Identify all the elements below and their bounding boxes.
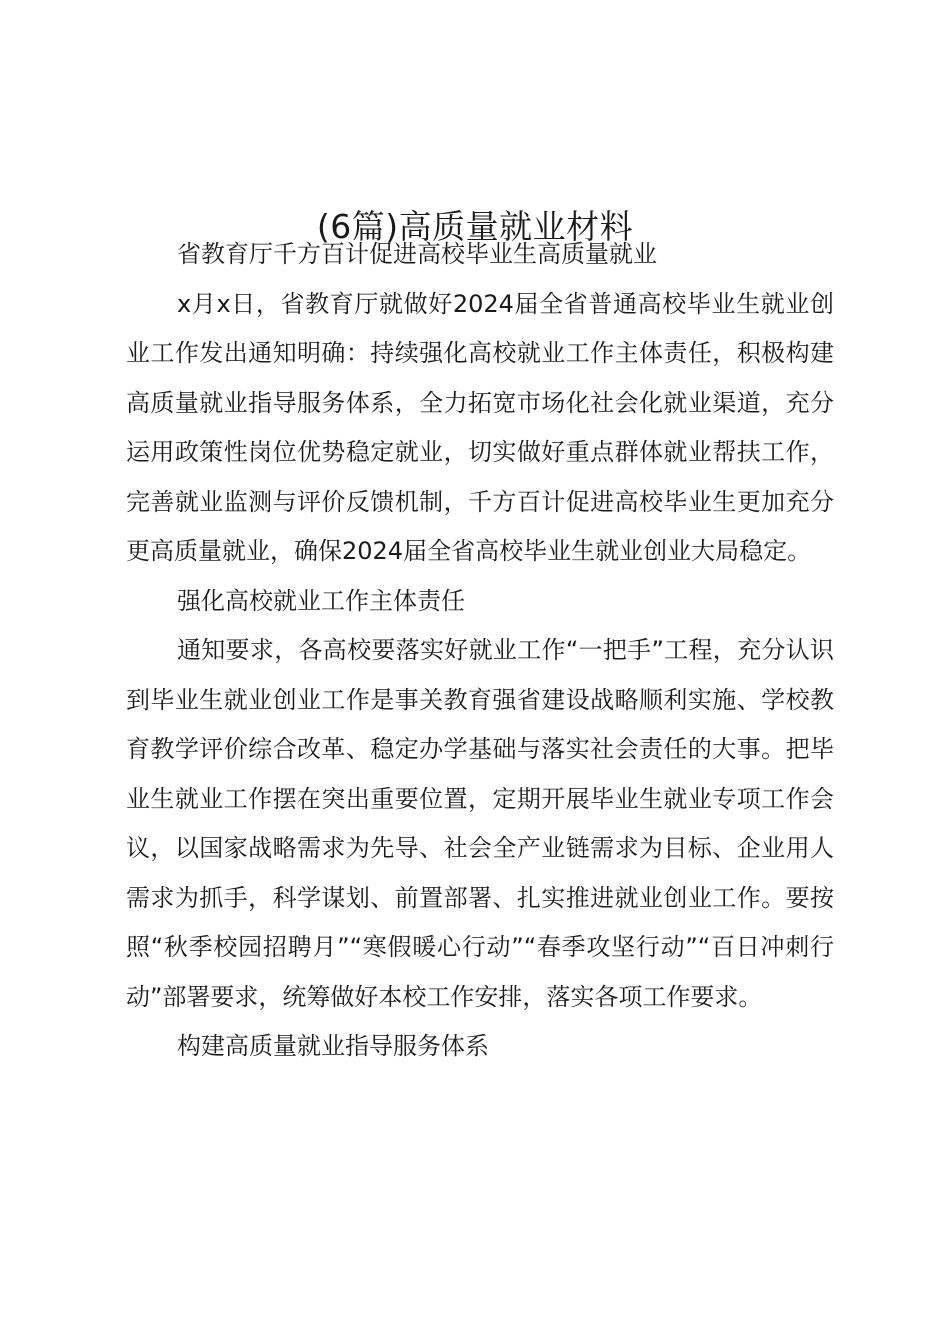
- section-heading-guidance-system: 构建高质量就业指导服务体系: [177, 1032, 489, 1060]
- section-heading-main: 省教育厅千方百计促进高校毕业生高质量就业: [177, 240, 657, 268]
- document-body: [126, 230, 834, 1072]
- paragraph-notice-summary: x月x日，省教育厅就做好2024届全省普通高校毕业生就业创业工作发出通知明确：持续强化高校就业工作主体责任，积极构建高质量就业指导服务体系，全力拓宽市场化社会化就业渠道，充分运用政策性岗位优势稳定就业，切实做好重点群体就业帮扶工作，完善就业监测与评价反馈机制，千方百计促进高校毕业生更加充分更高质量就业，确保2024届全省高校毕业生就业创业大局稳定。: [126, 289, 834, 565]
- paragraph-responsibility: 通知要求，各高校要落实好就业工作“一把手”工程，充分认识到毕业生就业创业工作是事关教育强省建设战略顺利实施、学校教育教学评价综合改革、稳定办学基础与落实社会责任的大事。把毕业生就业工作摆在突出重要位置，定期开展毕业生就业专项工作会议，以国家战略需求为先导、社会全产业链需求为目标、企业用人需求为抓手，科学谋划、前置部署、扎实推进就业创业工作。要按照“秋季校园招聘月”“寒假暖心行动”“春季攻坚行动”“百日冲刺行动”部署要求，统筹做好本校工作安排，落实各项工作要求。: [126, 636, 834, 1011]
- section-heading-responsibility: 强化高校就业工作主体责任: [177, 586, 465, 615]
- document-title: (6篇)高质量就业材料: [316, 207, 634, 247]
